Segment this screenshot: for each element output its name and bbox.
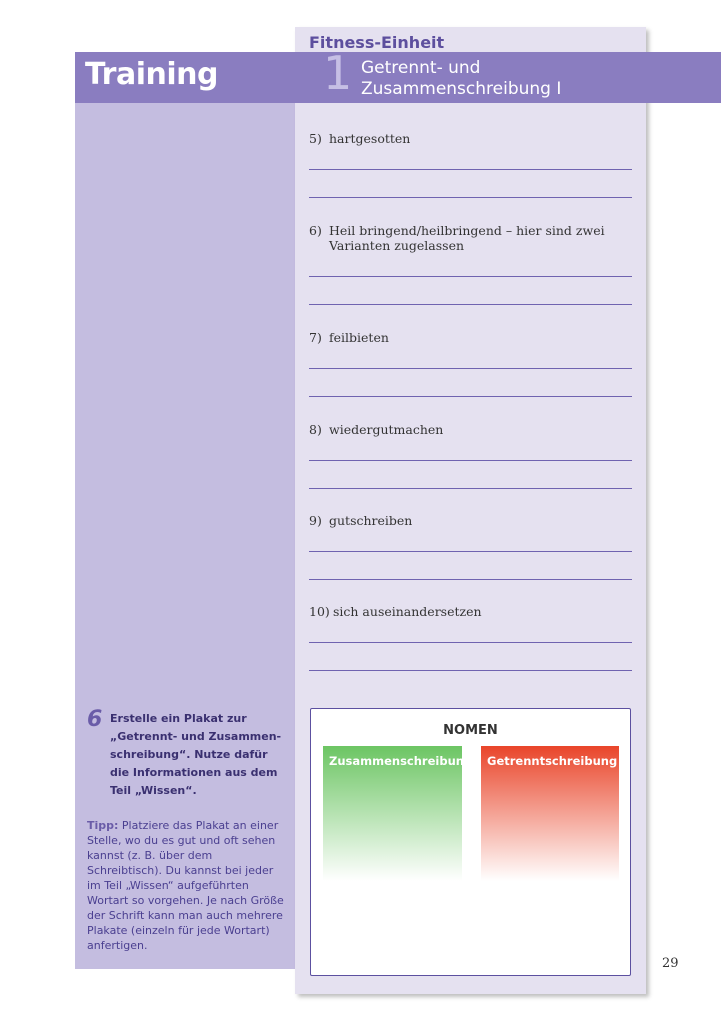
tip-label: Tipp: [87, 819, 119, 832]
answer-line[interactable] [309, 551, 632, 552]
answer-line[interactable] [309, 304, 632, 305]
exercise-item [309, 131, 629, 146]
answer-line[interactable] [309, 169, 632, 170]
exercise-text: sich auseinandersetzen [333, 604, 482, 619]
poster-illustration [310, 708, 631, 976]
exercise-item [309, 604, 633, 619]
section-title: Training [85, 57, 218, 92]
answer-line[interactable] [309, 396, 632, 397]
task-number: 6 [87, 707, 103, 732]
task-text: Erstelle ein Plakat zur „Getrennt- und Zusammen-schreibung“. Nutze dafür die Informationen aus dem Teil „Wissen“. [110, 712, 282, 797]
answer-line[interactable] [309, 276, 632, 277]
exercise-item [309, 422, 629, 437]
unit-label: Fitness-Einheit [309, 33, 445, 52]
answer-line[interactable] [309, 460, 632, 461]
exercise-item [309, 330, 629, 345]
exercise-number: 7) [309, 330, 322, 345]
tip-text: Platziere das Plakat an einer Stelle, wo du es gut und oft sehen kannst (z. B. über dem Schreibtisch). Du kannst bei jeder im Teil „Wissen“ aufgeführten Wortart so vorgehen. Je nach Größe der Schrift kann man auch mehrere Plakate (einzeln für jede Wortart) anfertigen. [87, 819, 284, 952]
answer-line[interactable] [309, 670, 632, 671]
exercise-text: gutschreiben [329, 513, 413, 528]
exercise-text: hartgesotten [329, 131, 411, 146]
exercise-number: 9) [309, 513, 322, 528]
tip-block [87, 818, 287, 953]
answer-line[interactable] [309, 642, 632, 643]
poster-column-label: Getrenntschreibung [487, 754, 618, 768]
answer-line[interactable] [309, 197, 632, 198]
answer-line[interactable] [309, 368, 632, 369]
answer-line[interactable] [309, 488, 632, 489]
poster-column-label: Zusammenschreibung [329, 754, 473, 768]
page-number: 29 [662, 956, 679, 971]
unit-title-line1: Getrennt- und [361, 58, 481, 78]
unit-title [361, 58, 651, 100]
exercise-text: Heil bringend/heilbringend – hier sind zwei Varianten zugelassen [329, 223, 605, 253]
exercise-text: feilbieten [329, 330, 389, 345]
exercise-number: 8) [309, 422, 322, 437]
unit-title-line2: Zusammenschreibung I [361, 79, 562, 99]
poster-title: NOMEN [443, 723, 498, 738]
exercise-text: wiedergutmachen [329, 422, 444, 437]
answer-line[interactable] [309, 579, 632, 580]
exercise-number: 5) [309, 131, 322, 146]
exercise-number: 6) [309, 223, 322, 238]
exercise-item [309, 513, 629, 528]
poster-column-getrennt [481, 746, 619, 881]
exercise-item [309, 223, 629, 253]
unit-number: 1 [323, 46, 353, 100]
exercise-number: 10) [309, 604, 330, 619]
poster-column-zusammen [323, 746, 473, 881]
